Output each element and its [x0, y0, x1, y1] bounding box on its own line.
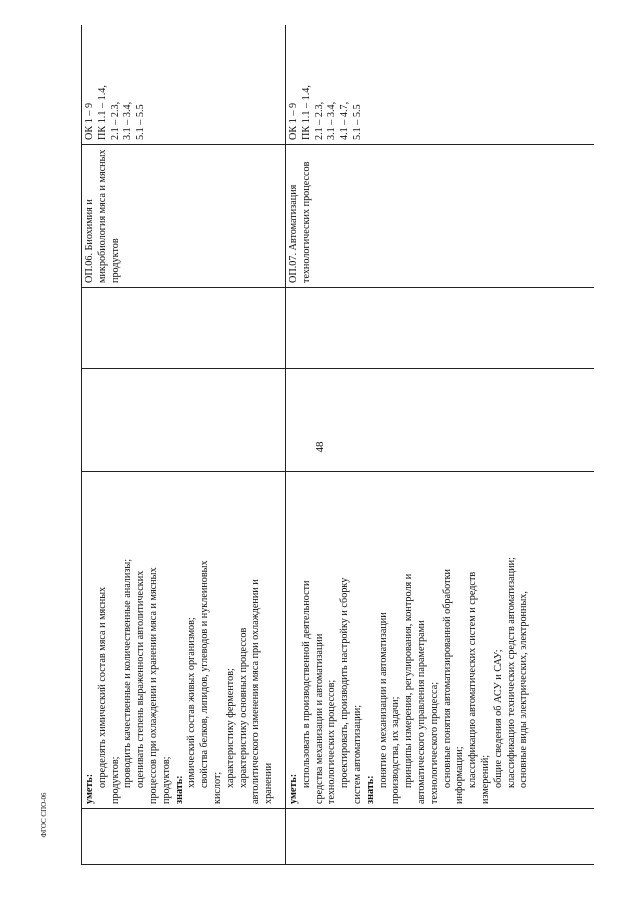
skill-line: продуктов;: [160, 756, 172, 804]
competence-code: ОК 1 – 9: [84, 102, 95, 140]
competence-code: 4.1 – 4.7,: [339, 101, 351, 140]
page-number: 48: [314, 441, 326, 453]
skill-line: процессов при охлаждении и хранении мяса и мясных: [147, 567, 159, 804]
rotated-table-frame: [81, 25, 594, 865]
skill-line: хранении: [263, 762, 275, 804]
skill-line: продуктов;: [109, 756, 121, 804]
skill-line: проектировать, производить настройку и сборку: [339, 577, 351, 788]
skill-line: кислот;: [211, 771, 223, 804]
skill-line: автолитического изменения мяса при охлаждении и: [250, 579, 262, 804]
section-heading: уметь:: [84, 773, 95, 804]
skill-line: оценивать степень выраженности автолитических: [135, 570, 147, 788]
landscape-content: [81, 25, 594, 865]
competence-code: ОК 1 – 9: [288, 102, 299, 140]
skill-line: проводить качественные и количественные анализы;: [122, 558, 134, 788]
skill-line: принципы измерения, регулирования, контроля и: [403, 573, 415, 788]
footer-mark: ФГОС СПО-06: [40, 792, 48, 838]
competency-table: [81, 25, 594, 865]
competence-code: 3.1 – 3.4,: [326, 101, 338, 140]
skill-line: использовать в производственной деятельности: [300, 580, 312, 788]
hours-cell: [82, 288, 286, 369]
skill-line: классификацию технических средств автоматизации;: [505, 557, 517, 788]
skills-knowledge-cell: [82, 472, 286, 809]
competences-cell: [82, 25, 286, 145]
competence-code: ПК 1.1 – 1.4,: [96, 85, 108, 140]
competences-cell: [286, 25, 595, 145]
index-cell: [286, 809, 595, 865]
skill-line: определять химический состав мяса и мясных: [96, 586, 108, 788]
index-cell: [82, 809, 286, 865]
section-heading: уметь:: [288, 773, 299, 804]
hours-max-cell: [286, 369, 595, 472]
skill-line: основные виды электрических, электронных,: [518, 591, 530, 788]
skill-line: понятие о механизации и автоматизации: [377, 612, 389, 788]
hours-max-cell: [82, 369, 286, 472]
skills-knowledge-cell: [286, 472, 595, 809]
skill-line: технологического процесса;: [428, 681, 440, 804]
skill-line: автоматического управления параметрами: [415, 620, 427, 804]
competence-code: 5.1 – 5.5: [351, 104, 363, 140]
section-heading: знать:: [173, 775, 185, 804]
skill-line: характеристику основных процессов: [237, 627, 249, 788]
skill-line: свойства белков, липидов, углеводов и нуклеиновых: [199, 560, 211, 788]
competence-code: 2.1 – 2.3,: [109, 101, 121, 140]
skill-line: технологических процессов;: [326, 679, 338, 804]
section-heading: знать:: [364, 775, 376, 804]
table-row: [286, 25, 595, 865]
skill-line: химический состав живых организмов;: [186, 617, 198, 788]
table-row: [82, 25, 286, 865]
skill-line: систем автоматизации;: [351, 704, 363, 804]
competence-code: 2.1 – 2.3,: [313, 101, 325, 140]
skill-line: измерений;: [479, 754, 491, 804]
skill-line: средства механизации и автоматизации: [313, 633, 325, 804]
table-body: [82, 25, 595, 865]
skill-line: основные понятия автоматизированной обработки: [441, 569, 453, 788]
skill-line: производства, их задачи;: [390, 696, 402, 804]
discipline-cell: ОП.07. Автоматизация технологических процессов: [286, 145, 595, 288]
competence-code: 3.1 – 3.4,: [122, 101, 134, 140]
skill-line: классификацию автоматических систем и средств: [467, 571, 479, 788]
competence-code: 5.1 – 5.5: [135, 104, 147, 140]
skill-line: общие сведения об АСУ и САУ;: [492, 649, 504, 788]
competence-code: ПК 1.1 – 1.4,: [300, 85, 312, 140]
discipline-cell: ОП.06. Биохимия и микробиология мяса и мясных продуктов: [82, 145, 286, 288]
hours-cell: [286, 288, 595, 369]
skill-line: информации;: [454, 746, 466, 804]
skill-line: характеристику ферментов;: [224, 668, 236, 788]
